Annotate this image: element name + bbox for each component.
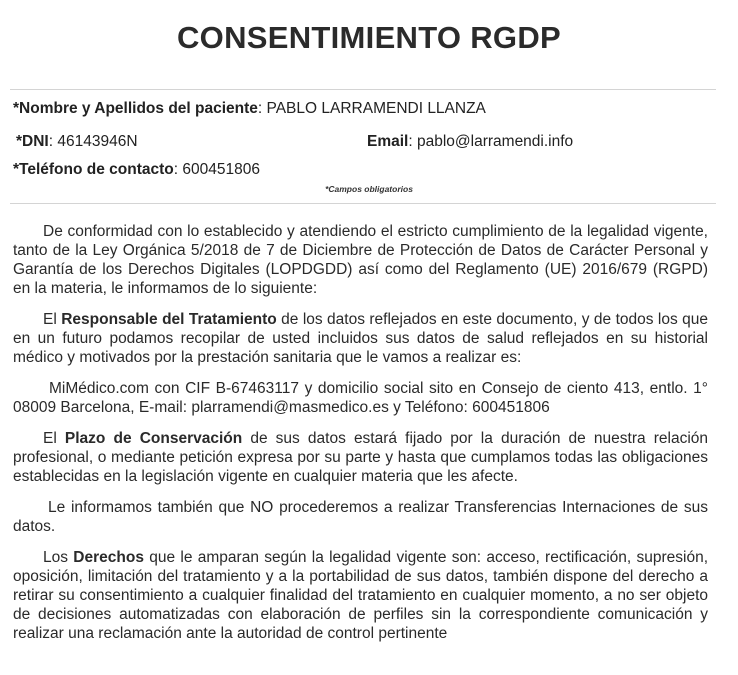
paragraph-responsible-pre: El [43,311,62,328]
page-title: CONSENTIMIENTO RGDP [176,20,562,55]
paragraph-retention-pre: El [43,430,65,447]
patient-name-value: PABLO LARRAMENDI LLANZA [266,100,486,117]
patient-name-label: *Nombre y Apellidos del paciente [13,100,258,117]
email-label: Email [367,133,409,150]
required-fields-note: *Campos obligatorios [325,184,413,194]
consent-body [13,222,708,643]
divider-bottom [10,203,716,204]
dni-value: 46143946N [57,133,138,150]
paragraph-retention-post: de sus datos estará fijado por la duración de nuestra relación profesional, o mediante petición expresa por su parte y hasta que cumplamos todas las obligaciones establecidas en la legislación vigente en cualquier materia que les afecte. [13,430,708,485]
paragraph-legal-basis-text: De conformidad con lo establecido y atendiendo el estricto cumplimiento de la legalidad vigente, tanto de la Ley Orgánica 5/2018 de 7 de Diciembre de Protección de Datos de Carácter Personal y Garantía de los Derechos Digitales (LOPDGDD) así como del Reglamento (UE) 2016/679 (RGPD) en la materia, le informamos de lo siguiente: [13,223,708,297]
paragraph-rights-post: que le amparan según la legalidad vigente son: acceso, rectificación, supresión, oposición, limitación del tratamiento y a la portabilidad de sus datos, también dispone del derecho a retirar su consentimiento a cualquier finalidad del tratamiento en cualquier momento, a no ser objeto de decisiones automatizadas con elaboración de perfiles sin la correspondiente comunicación y realizar una reclamación ante la autoridad de control pertinente [13,549,708,642]
paragraph-rights-bold: Derechos [73,549,144,566]
paragraph-transfers-text: Le informamos también que NO procederemos a realizar Transferencias Internaciones de sus datos. [13,499,708,535]
paragraph-responsible-bold: Responsable del Tratamiento [61,311,277,328]
paragraph-legal-basis [13,222,708,298]
patient-name-field: *Nombre y Apellidos del paciente: PABLO LARRAMENDI LLANZA [13,100,486,117]
paragraph-company-text: MiMédico.com con CIF B-67463117 y domicilio social sito en Consejo de ciento 413, entlo. 1° 08009 Barcelona, E-mail: plarramendi@masmedico.es y Teléfono: 600451806 [13,380,708,416]
dni-field: *DNI: 46143946N [16,133,138,150]
paragraph-rights-pre: Los [43,549,74,566]
phone-label: *Teléfono de contacto [13,161,174,178]
divider-top [10,89,716,90]
paragraph-rights [13,548,708,643]
paragraph-retention [13,429,708,486]
dni-label: *DNI [16,133,49,150]
paragraph-responsible-post: de los datos reflejados en este documento, y de todos los que en un futuro podamos recopilar de usted incluidos sus datos de salud reflejados en su historial médico y motivados por la prestación sanitaria que le vamos a realizar es: [13,311,708,366]
paragraph-company [13,379,708,417]
paragraph-retention-bold: Plazo de Conservación [64,430,243,447]
phone-field: *Teléfono de contacto: 600451806 [13,161,260,178]
paragraph-responsible [13,310,708,367]
phone-value: 600451806 [182,161,260,178]
paragraph-transfers [13,498,708,536]
email-field: Email: pablo@larramendi.info [367,133,574,150]
email-value: pablo@larramendi.info [416,133,574,150]
